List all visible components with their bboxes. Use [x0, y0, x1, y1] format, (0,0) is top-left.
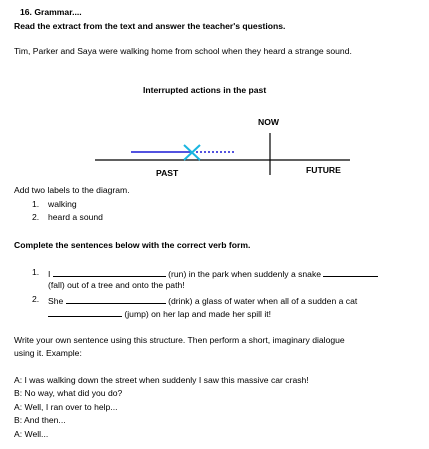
dialogue-line: B: No way, what did you do? [14, 388, 123, 398]
dialogue-line: A: Well... [14, 429, 49, 439]
sentences-heading: Complete the sentences below with the correct verb form. [14, 240, 251, 250]
section-heading: 16. Grammar.... [20, 7, 82, 17]
sentence-line [48, 308, 271, 320]
answer-blank[interactable] [48, 308, 122, 317]
label-item-num: 1. [32, 199, 40, 209]
sentence-text: (drink) a glass of water when all of a sudden a cat [168, 296, 358, 306]
sentence-start: I [48, 269, 51, 279]
answer-blank[interactable] [66, 295, 166, 304]
sentence-line [48, 295, 357, 307]
labels-task: Add two labels to the diagram. [14, 185, 130, 195]
sentence-number: 2. [32, 294, 40, 304]
sentence-start: She [48, 296, 64, 306]
sentence-text: (run) in the park when suddenly a snake [168, 269, 322, 279]
label-item: walking [48, 199, 77, 209]
text-extract: Tim, Parker and Saya were walking home from school when they heard a strange sound. [14, 46, 352, 56]
diagram-past-label: PAST [156, 168, 179, 178]
dialogue-line: A: I was walking down the street when suddenly I saw this massive car crash! [14, 375, 309, 385]
diagram-future-label: FUTURE [306, 165, 341, 175]
sentence-number: 1. [32, 267, 40, 277]
write-task: Write your own sentence using this structure. Then perform a short, imaginary dialogue [14, 335, 345, 345]
diagram-title: Interrupted actions in the past [143, 85, 267, 95]
label-item: heard a sound [48, 212, 103, 222]
answer-blank[interactable] [53, 268, 166, 277]
instruction: Read the extract from the text and answer the teacher's questions. [14, 21, 286, 31]
sentence-line [48, 268, 378, 280]
sentence-continuation: (fall) out of a tree and onto the path! [48, 280, 185, 290]
dialogue-line: A: Well, I ran over to help... [14, 402, 118, 412]
write-task: using it. Example: [14, 348, 82, 358]
label-item-num: 2. [32, 212, 40, 222]
sentence-text: (jump) on her lap and made her spill it! [124, 309, 272, 319]
dialogue-line: B: And then... [14, 415, 66, 425]
answer-blank[interactable] [323, 268, 378, 277]
diagram-now-label: NOW [258, 117, 280, 127]
